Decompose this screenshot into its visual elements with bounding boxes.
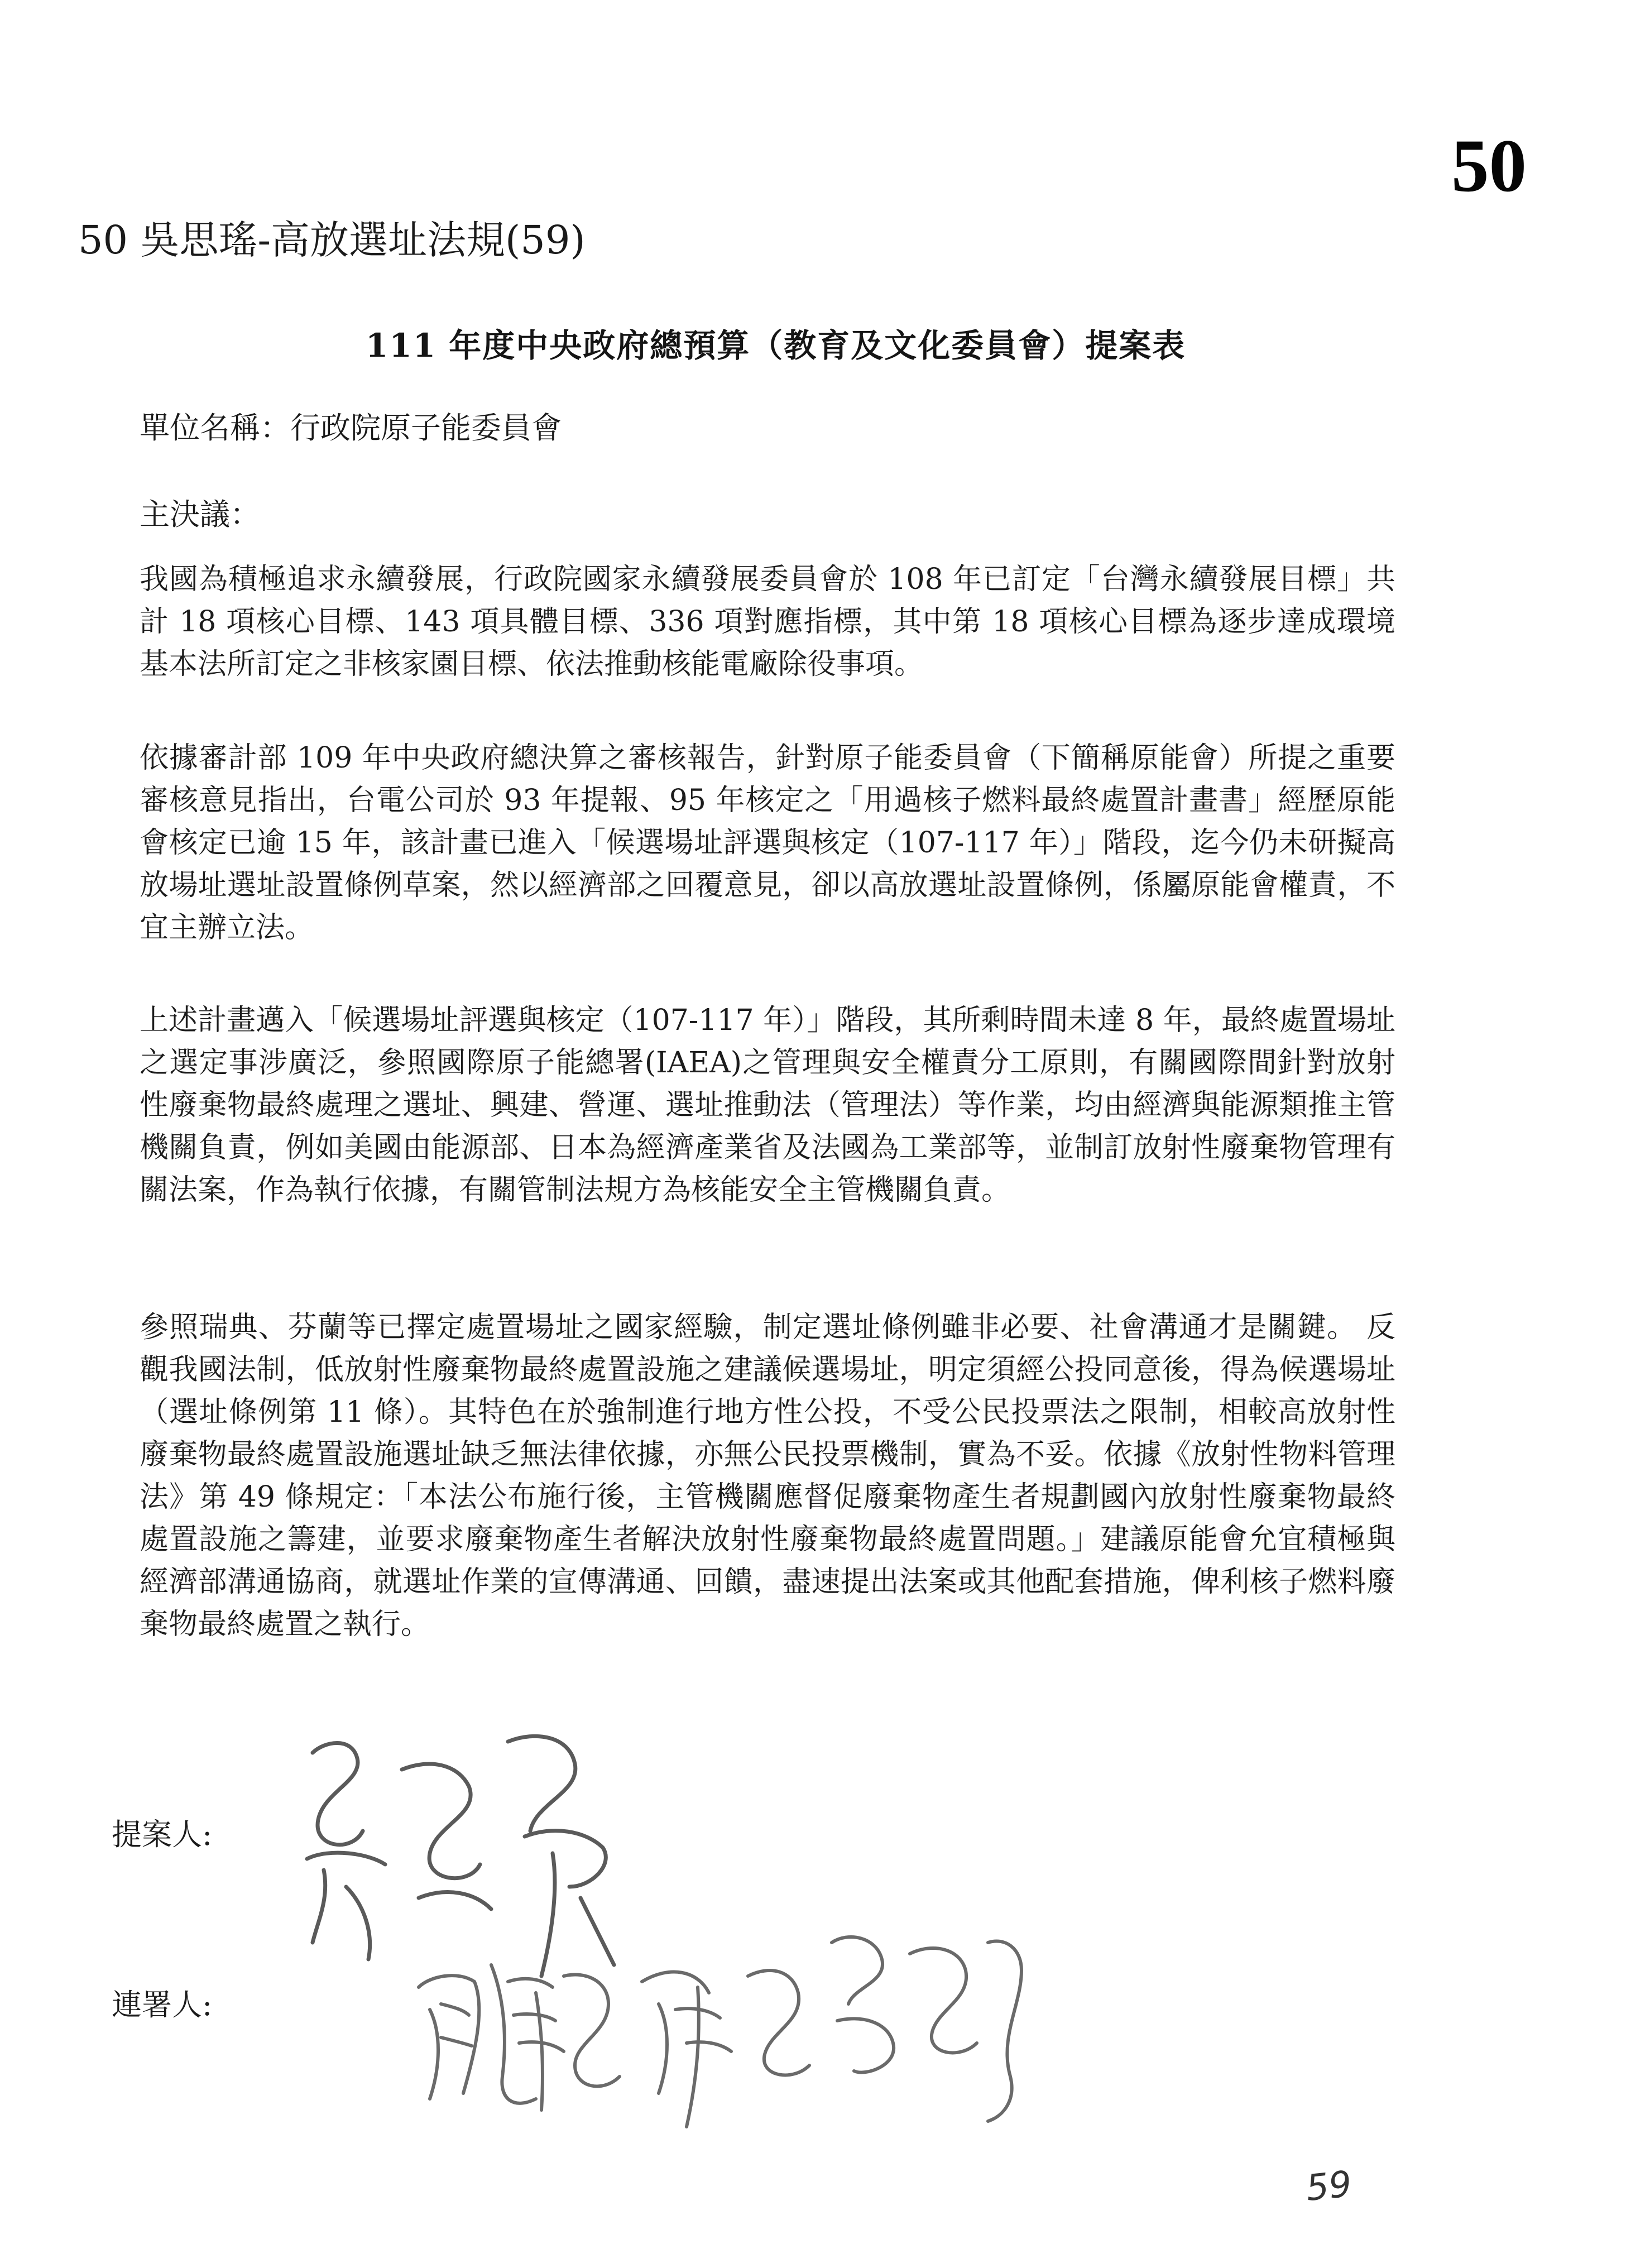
cosigner-label: 連署人: xyxy=(112,1987,213,2022)
unit-line xyxy=(140,410,562,445)
document-header: 50 吳思瑤-高放選址法規(59) xyxy=(78,217,586,263)
unit-label: 單位名稱： xyxy=(140,410,290,445)
proposer-label: 提案人: xyxy=(112,1817,213,1852)
paragraph: 參照瑞典、芬蘭等已擇定處置場址之國家經驗，制定選址條例雖非必要、社會溝通才是關鍵。 反觀我國法制，低放射性廢棄物最終處置設施之建議候選場址，明定須經公投同意後，得為候選場址（選址條例第 11 條）。其特色在於強制進行地方性公投，不受公民投票法之限制，相較高放射性廢棄物最終處置設施選址缺乏無法律依據，亦無公民投票機制，實為不妥。依據《放射性物料管理法》第 49 條規定：「本法公布施行後，主管機關應督促廢棄物產生者規劃國內放射性廢棄物最終處置設施之籌建，並要求廢棄物產生者解決放射性廢棄物最終處置問題。」建議原能會允宜積極與經濟部溝通協商，就選址作業的宣傳溝通、回饋，盡速提出法案或其他配套措施，俾利核子燃料廢棄物最終處置之執行。 xyxy=(140,1311,1395,1641)
paragraph: 依據審計部 109 年中央政府總決算之審核報告，針對原子能委員會（下簡稱原能會）所提之重要審核意見指出，台電公司於 93 年提報、95 年核定之「用過核子燃料最終處置計畫書」經歷原能會核定已逾 15 年，該計畫已進入「候選場址評選與核定（107-117 年）」階段，迄今仍未研擬高放場址選址設置條例草案，然以經濟部之回覆意見，卻以高放選址設置條例，係屬原能會權責，不宜主辦立法。 xyxy=(140,741,1395,944)
handwritten-page-number: 59 xyxy=(1304,2163,1354,2210)
unit-value: 行政院原子能委員會 xyxy=(290,410,562,445)
document-title: 111 年度中央政府總預算（教育及文化委員會）提案表 xyxy=(366,327,1186,365)
paragraph: 上述計畫邁入「候選場址評選與核定（107-117 年）」階段，其所剩時間未達 8 年，最終處置場址之選定事涉廣泛，參照國際原子能總署(IAEA)之管理與安全權責分工原則，有關國際間針對放射性廢棄物最終處理之選址、興建、營運、選址推動法（管理法）等作業，均由經濟與能源類推主管機關負責，例如美國由能源部、日本為經濟產業省及法國為工業部等，並制訂放射性廢棄物管理有關法案，作為執行依據，有關管制法規方為核能安全主管機關負責。 xyxy=(140,1004,1395,1207)
paragraph: 我國為積極追求永續發展，行政院國家永續發展委員會於 108 年已訂定「台灣永續發展目標」共計 18 項核心目標、143 項具體目標、336 項對應指標，其中第 18 項核心目標為逐步達成環境基本法所訂定之非核家園目標、依法推動核能電廠除役事項。 xyxy=(140,563,1395,681)
resolution-label: 主決議： xyxy=(140,497,260,532)
cosigner-signature xyxy=(407,1909,1038,2144)
page-number-top: 50 xyxy=(1451,124,1527,208)
